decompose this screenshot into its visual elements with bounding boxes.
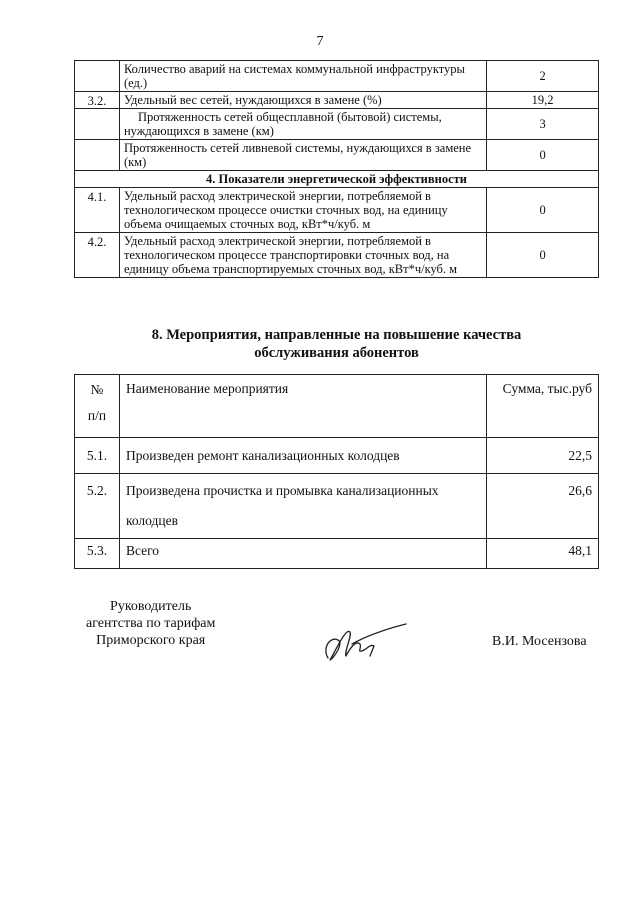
section-8-heading: [74, 326, 599, 362]
signatory-line: агентства по тарифам: [86, 616, 216, 631]
row-name: Количество аварий на системах коммунальной инфраструктуры (ед.): [119, 61, 486, 92]
row-sum: 22,5: [487, 438, 599, 474]
row-name: Удельный расход электрической энергии, потребляемой в технологическом процессе транспортировки сточных вод, на единицу объема транспортируемых сточных вод, кВт*ч/куб. м: [119, 233, 486, 278]
row-number: 4.2.: [75, 233, 120, 278]
header-num-line: №: [90, 382, 104, 397]
table-row: [75, 233, 599, 278]
row-number: 3.2.: [75, 92, 120, 109]
row-value: 19,2: [487, 92, 599, 109]
heading-line: 8. Мероприятия, направленные на повышение качества: [151, 327, 522, 343]
row-number: 4.1.: [75, 188, 120, 233]
table-row: [75, 188, 599, 233]
header-name: Наименование мероприятия: [119, 375, 486, 438]
table-row: [75, 61, 599, 92]
row-value: 0: [487, 140, 599, 171]
row-name: Произведен ремонт канализационных колодцев: [119, 438, 486, 474]
signatory-title: [86, 598, 215, 649]
row-value: 0: [487, 233, 599, 278]
row-number: 5.2.: [75, 474, 120, 539]
row-name: Всего: [119, 539, 486, 569]
row-number: [75, 109, 120, 140]
table-header-row: [75, 375, 599, 438]
row-name: Удельный расход электрической энергии, потребляемой в технологическом процессе очистки сточных вод, на единицу объема очищаемых сточных вод, кВт*ч/куб. м: [119, 188, 486, 233]
row-value: 3: [487, 109, 599, 140]
heading-line: обслуживания абонентов: [254, 345, 419, 361]
table-row: [75, 539, 599, 569]
indicators-table: [74, 60, 599, 278]
row-number: [75, 140, 120, 171]
handwritten-signature: [320, 618, 410, 666]
table-row: [75, 140, 599, 171]
row-name: Протяженность сетей общесплавной (бытовой) системы, нуждающихся в замене (км): [119, 109, 486, 140]
measures-table: [74, 374, 599, 569]
row-value: 2: [487, 61, 599, 92]
table-row: [75, 474, 599, 539]
table-row: [75, 92, 599, 109]
row-sum: 48,1: [487, 539, 599, 569]
signatory-line: Руководитель: [110, 599, 192, 614]
row-name: Произведена прочистка и промывка канализационных колодцев: [119, 474, 486, 539]
table-row: [75, 438, 599, 474]
signatory-line: Приморского края: [96, 633, 206, 648]
header-num-line: п/п: [87, 408, 107, 423]
section-title: 4. Показатели энергетической эффективности: [75, 171, 599, 188]
section-row: [75, 171, 599, 188]
row-name: Удельный вес сетей, нуждающихся в замене (%): [119, 92, 486, 109]
row-name: Протяженность сетей ливневой системы, нуждающихся в замене (км): [119, 140, 486, 171]
row-number: 5.3.: [75, 539, 120, 569]
table-row: [75, 109, 599, 140]
signatory-name: В.И. Мосензова: [492, 634, 587, 649]
header-sum: Сумма, тыс.руб: [487, 375, 599, 438]
row-number: 5.1.: [75, 438, 120, 474]
row-value: 0: [487, 188, 599, 233]
header-num: [75, 375, 120, 438]
row-number: [75, 61, 120, 92]
row-sum: 26,6: [487, 474, 599, 539]
page-number: 7: [316, 34, 324, 49]
